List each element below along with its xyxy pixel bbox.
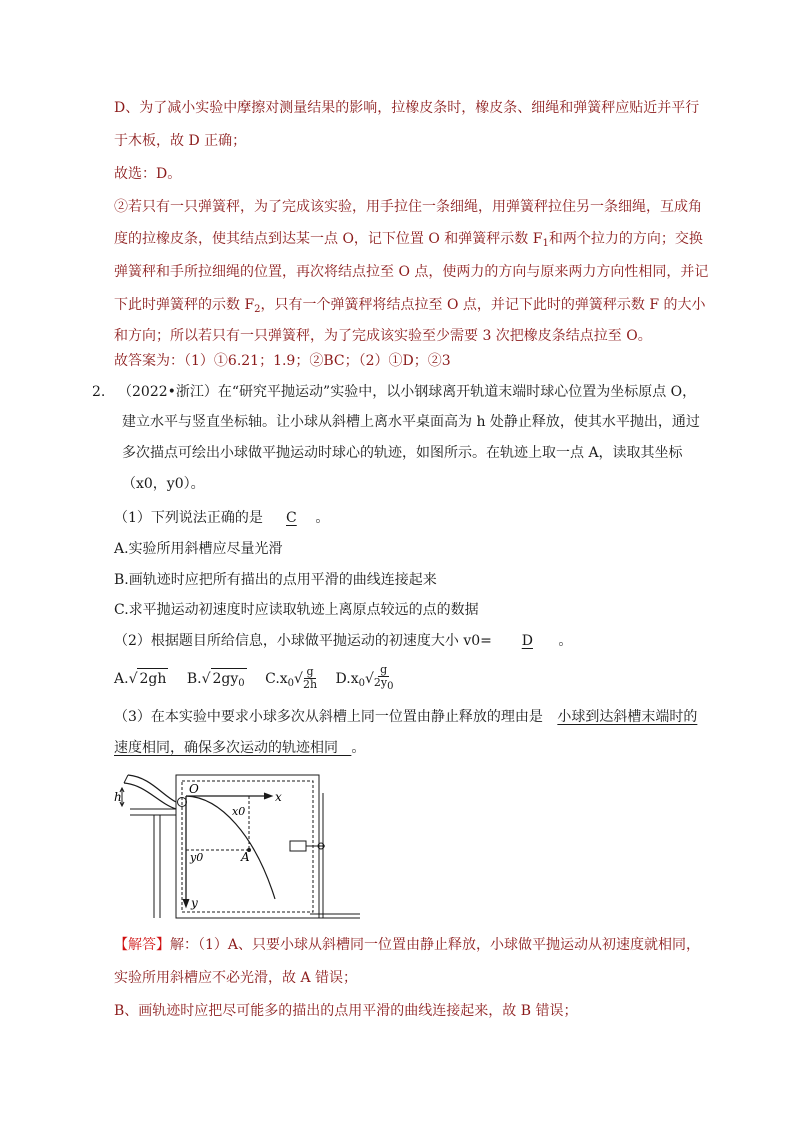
- sub-question-1: （1）下列说法正确的是 C 。: [114, 510, 330, 526]
- answer-blank-1: C: [286, 510, 297, 526]
- question-line-3: 多次描点可绘出小球做平抛运动时球心的轨迹，如图所示。在轨迹上取一点 A，读取其坐标: [122, 445, 683, 461]
- sub-question-2: （2）根据题目所给信息，小球做平抛运动的初速度大小 v0= D 。: [114, 633, 573, 649]
- label-origin: O: [189, 782, 199, 796]
- label-a: A: [241, 850, 250, 864]
- formula-options: [114, 664, 393, 694]
- answer-line-6: 弹簧秤和手所拉细绳的位置，再次将结点拉至 O 点，使两力的方向与原来两力方向性相同，并记: [114, 264, 709, 280]
- question-line-4: （x0，y0）。: [122, 476, 205, 492]
- answer-blank-3a: 小球到达斜槽末端时的: [557, 709, 698, 725]
- solution-line-2: 实验所用斜槽应不必光滑，故 A 错误；: [114, 970, 358, 986]
- chute-bottom: [124, 783, 176, 809]
- label-x: x: [275, 790, 282, 804]
- label-x0: x0: [232, 805, 246, 818]
- label-y0: y0: [190, 851, 204, 864]
- question-line-2: 建立水平与竖直坐标轴。让小球从斜槽上离水平桌面高为 h 处静止释放，使其水平抛出，通过: [122, 414, 700, 430]
- answer-line-2: 于木板，故 D 正确；: [114, 133, 247, 149]
- solution-line-1: 【解答】解：（1）A、只要小球从斜槽同一位置由静止释放，小球做平抛运动从初速度就相同，: [114, 937, 701, 953]
- paper-outline: [182, 781, 313, 912]
- answer-blank-3b: 速度相同，确保多次运动的轨迹相同: [114, 740, 338, 756]
- answer-line-5: 度的拉橡皮条，使其结点到达某一点 O，记下位置 O 和弹簧秤示数 $F_1$和两个拉力的方向；交换: [114, 231, 703, 249]
- question-line-1: （2022•浙江）在“研究平抛运动”实验中，以小钢球离开轨道末端时球心位置为坐标原点 O，: [118, 384, 697, 400]
- answer-line-4: ②若只有一只弹簧秤，为了完成该实验，用手拉住一条细绳，用弹簧秤拉住另一条细绳，互成角: [114, 199, 702, 215]
- trajectory: [186, 796, 275, 899]
- formula-a: A.√ 2gh: [114, 671, 168, 687]
- clamp: [290, 841, 306, 851]
- answer-line-8: 和方向；所以若只有一只弹簧秤，为了完成该实验至少需要 3 次把橡皮条结点拉至 O。: [114, 328, 652, 344]
- option-a: A.实验所用斜槽应尽量光滑: [114, 541, 283, 557]
- sub-question-3: （3）在本实验中要求小球多次从斜槽上同一位置由静止释放的理由是 小球到达斜槽末端时的: [114, 709, 698, 725]
- formula-c: $C.x_0√$ $\frac{g}{2h}$: [265, 665, 318, 691]
- answer-summary: 故答案为：（1）①6.21；1.9；②BC；（2）①D；②3: [114, 353, 451, 369]
- formula-d: $D.x_0√$ $\frac{g}{2y_0}$: [335, 663, 394, 692]
- experiment-diagram: [110, 765, 370, 925]
- solution-tag: 【解答】: [114, 937, 170, 953]
- option-b: B.画轨迹时应把所有描出的点用平滑的曲线连接起来: [114, 572, 437, 588]
- label-h: h: [114, 790, 122, 804]
- formula-b: B.√ $2gy_0$: [187, 671, 247, 687]
- chute-top: [128, 775, 176, 802]
- label-y: y: [191, 896, 198, 910]
- option-c: C.求平抛运动初速度时应读取轨迹上离原点较远的点的数据: [114, 602, 479, 618]
- solution-line-3: B、画轨迹时应把尽可能多的描出的点用平滑的曲线连接起来，故 B 错误；: [114, 1003, 578, 1019]
- answer-blank-2: D: [521, 633, 533, 649]
- question-number: 2.: [92, 384, 106, 400]
- answer-line-3: 故选：D。: [114, 166, 182, 182]
- answer-line-7: 下此时弹簧秤的示数 $F_2$，只有一个弹簧秤将结点拉至 O 点，并记下此时的弹簧秤示数 F 的大小: [114, 297, 706, 315]
- sub-question-3-cont: 速度相同，确保多次运动的轨迹相同 。: [114, 740, 366, 756]
- answer-line-1: D、为了减小实验中摩擦对测量结果的影响，拉橡皮条时，橡皮条、细绳和弹簧秤应贴近并平行: [114, 100, 700, 116]
